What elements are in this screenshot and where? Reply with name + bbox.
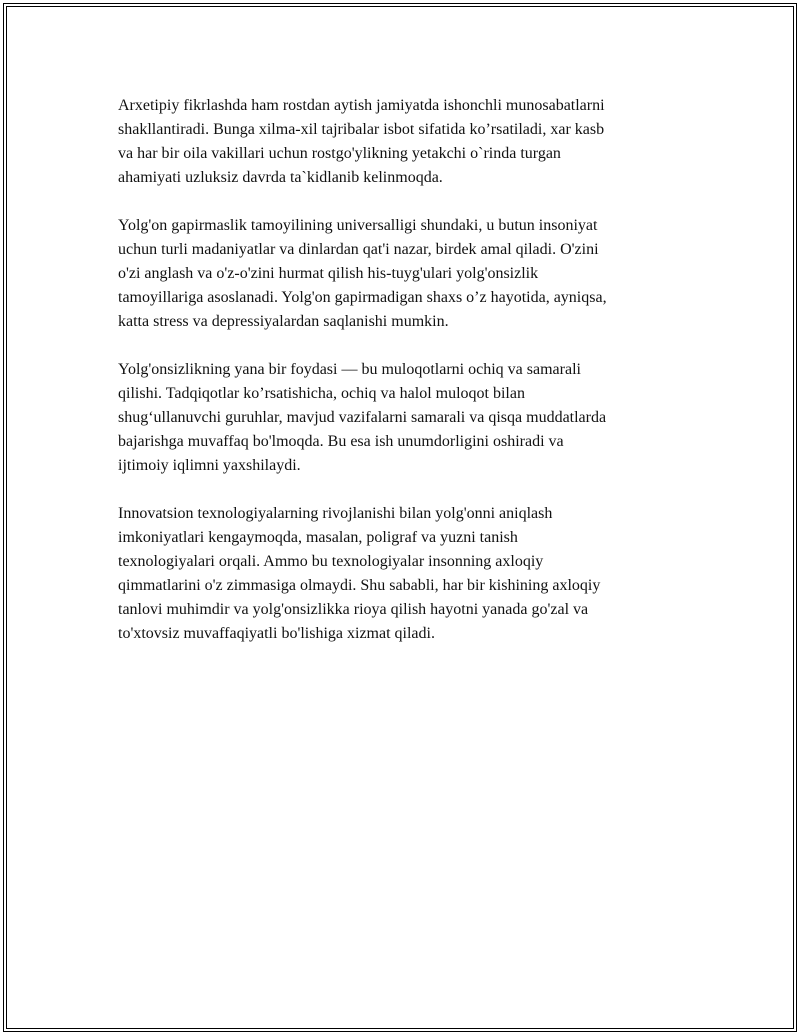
paragraph-3: Yolg'onsizlikning yana bir foydasi — bu muloqotlarni ochiq va samarali qilishi. Tadqiqotlar ko’rsatishicha, ochiq va halol muloqot bilan shug‘ullanuvchi guruhlar, mavjud vazifalarni samarali va qisqa muddatlarda bajarishga muvaffaq bo'lmoqda. Bu esa ish unumdorligini oshiradi va ijtimoiy iqlimni yaxshilaydi. (118, 361, 607, 474)
paragraph-1: Arxetipiy fikrlashda ham rostdan aytish jamiyatda ishonchli munosabatlarni shakllantiradi. Bunga xilma-xil tajribalar isbot sifatida ko’rsatiladi, xar kasb va har bir oila vakillari uchun rostgo'ylikning yetakchi o`rinda turgan ahamiyati uzluksiz davrda ta`kidlanib kelinmoqda. (118, 97, 605, 186)
paragraph-4: Innovatsion texnologiyalarning rivojlanishi bilan yolg'onni aniqlash imkoniyatlari kengaymoqda, masalan, poligraf va yuzni tanish texnologiyalari orqali. Ammo bu texnologiyalar insonning axloqiy qimmatlarini o'z zimmasiga olmaydi. Shu sababli, har bir kishining axloqiy tanlovi muhimdir va yolg'onsizlikka rioya qilish hayotni yanada go'zal va to'xtovsiz muvaffaqiyatli bo'lishiga xizmat qiladi. (118, 505, 601, 642)
document-body (118, 94, 678, 670)
paragraph-2: Yolg'on gapirmaslik tamoyilining universalligi shundaki, u butun insoniyat uchun turli madaniyatlar va dinlardan qat'i nazar, birdek amal qiladi. O'zini o'zi anglash va o'z-o'zini hurmat qilish his-tuyg'ulari yolg'onsizlik tamoyillariga asoslanadi. Yolg'on gapirmadigan shaxs o’z hayotida, ayniqsa, katta stress va depressiyalardan saqlanishi mumkin. (118, 217, 607, 330)
